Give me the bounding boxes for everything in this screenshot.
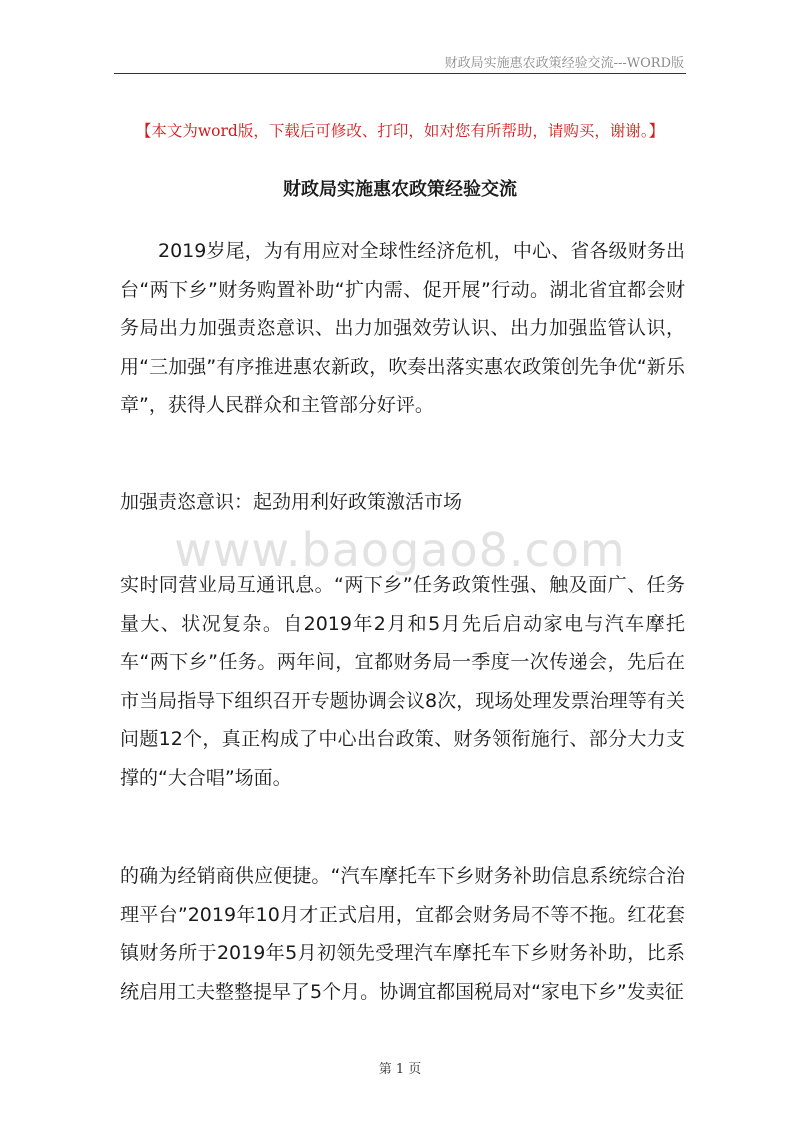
paragraph-body-2: 的确为经销商供应便捷。“汽车摩托车下乡财务补助信息系统综合治理平台”2019年10月才正式启用，宜都会财务局不等不拖。红花套镇财务所于2019年5月初领先受理汽车摩托车下乡财务补助，比系统启用工夫整整提早了5个月。协调宜都国税局对“家电下乡”发卖征	[120, 865, 685, 1003]
running-header: 财政局实施惠农政策经验交流---WORD版	[444, 56, 684, 71]
document-title: 财政局实施惠农政策经验交流	[283, 179, 517, 200]
header-divider	[114, 73, 686, 74]
page-number: 第 1 页	[378, 1062, 422, 1077]
paragraph-intro: 2019岁尾，为有用应对全球性经济危机，中心、省各级财务出台“两下乡”财务购置补助“扩内需、促开展”行动。湖北省宜都会财务局出力加强责恣意识、出力加强效劳认识、出力加强监管认识，用“三加强”有序推进惠农新政，吹奏出落实惠农政策创先争优“新乐章”，获得人民群众和主管部分好评。	[120, 240, 685, 416]
section-heading: 加强责恣意识：起劲用利好政策激活市场	[120, 491, 463, 513]
download-notice: 【本文为word版，下载后可修改、打印，如对您有所帮助，请购买，谢谢。】	[135, 122, 665, 140]
watermark: www.baogao8.com	[174, 523, 626, 577]
paragraph-body-1: 实时同营业局互通讯息。“两下乡”任务政策性强、触及面广、任务量大、状况复杂。自2019年2月和5月先后启动家电与汽车摩托车“两下乡”任务。两年间，宜都财务局一季度一次传递会，先后在市当局指导下组织召开专题协调会议8次，现场处理发票治理等有关问题12个，真正构成了中心出台政策、财务领衔施行、部分大力支撑的“大合唱”场面。	[120, 574, 685, 789]
